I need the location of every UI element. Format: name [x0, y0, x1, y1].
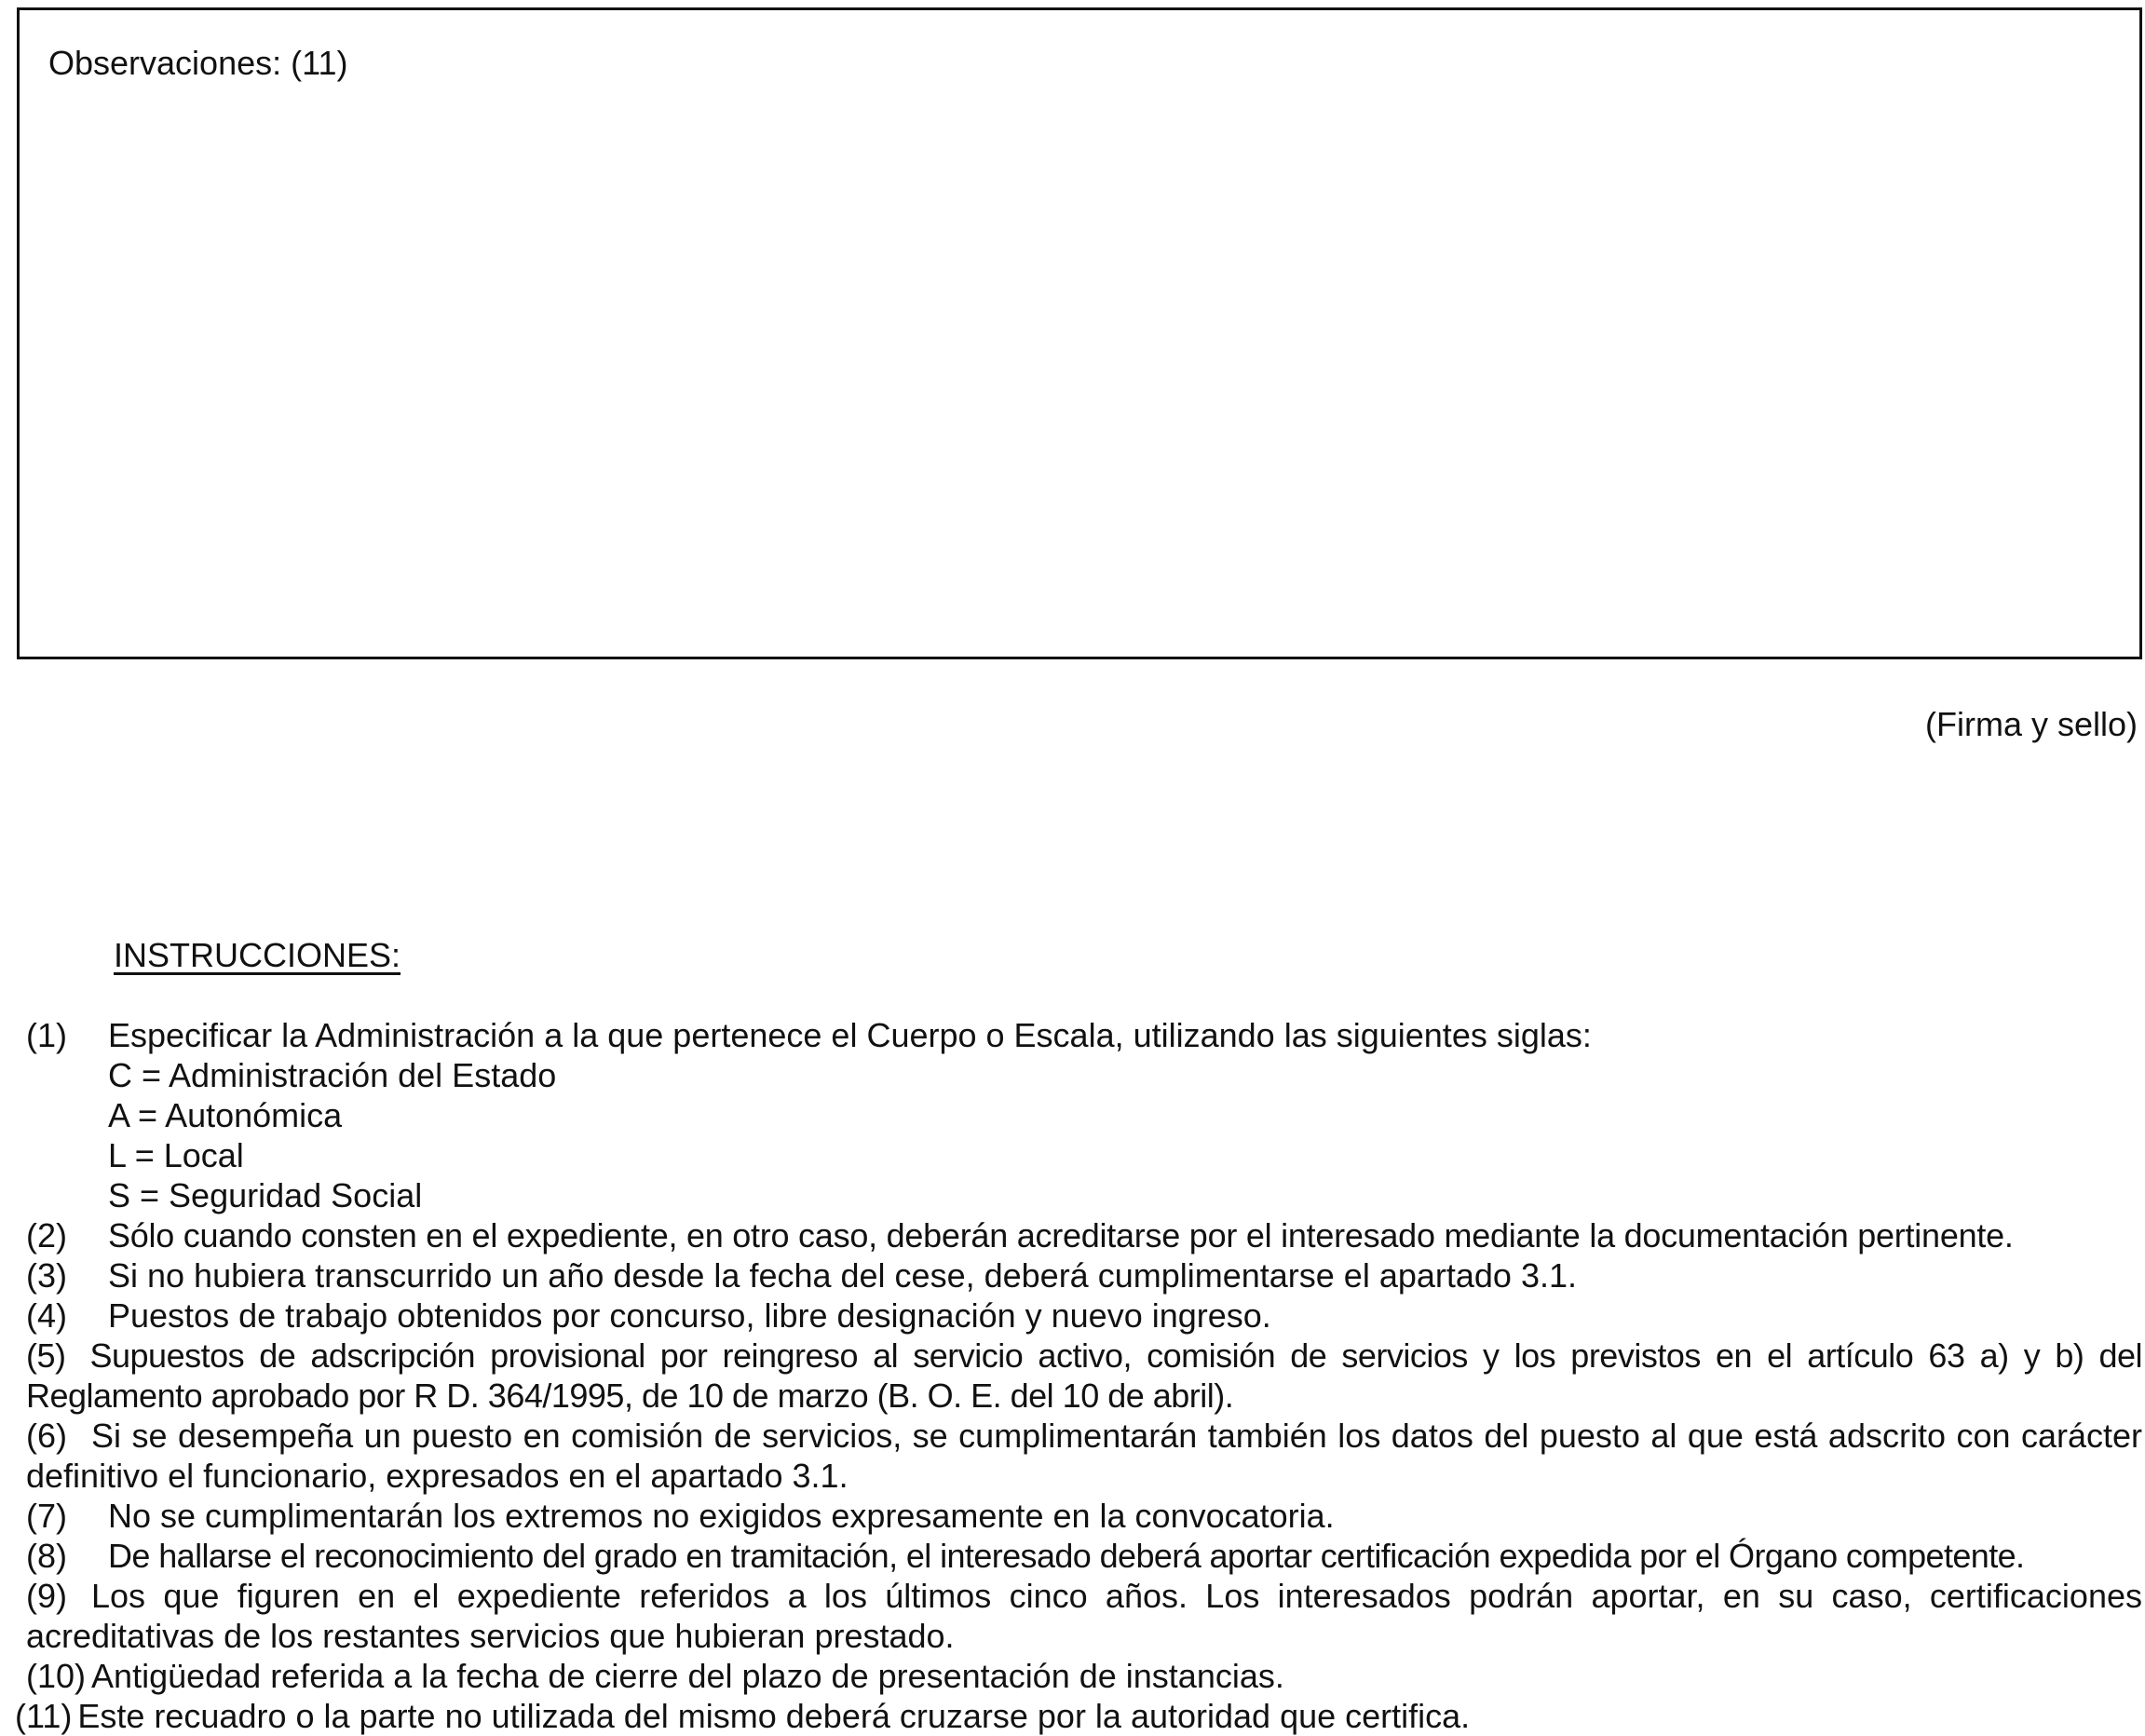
note-text: Si se desempeña un puesto en comisión de servicios, se cumplimentarán también los datos del puesto al que está adscrito con carácter definitivo el funcionario, expresados en el apartado 3.1. — [26, 1417, 2142, 1495]
note-number: (2) — [26, 1216, 67, 1255]
sigla-item: C = Administración del Estado — [108, 1056, 557, 1094]
note-text: Especificar la Administración a la que pertenece el Cuerpo o Escala, utilizando las siguientes siglas: — [108, 1016, 1592, 1054]
note-4 — [26, 1295, 2142, 1336]
note-6 — [0, 1416, 2142, 1496]
note-1 — [26, 1015, 2142, 1055]
note-11 — [15, 1696, 2142, 1736]
note-text: Antigüedad referida a la fecha de cierre del plazo de presentación de instancias. — [91, 1657, 1284, 1695]
note-number: (9) — [26, 1577, 67, 1615]
note-number: (11) — [15, 1697, 73, 1735]
note-number: (8) — [26, 1537, 67, 1575]
instrucciones-list — [15, 1015, 2142, 1736]
note-number: (1) — [26, 1016, 67, 1054]
note-number: (6) — [26, 1417, 67, 1455]
note-text: De hallarse el reconocimiento del grado en tramitación, el interesado deberá aportar certificación expedida por el Órgano competente. — [108, 1537, 2025, 1575]
note-8 — [26, 1536, 2142, 1576]
note-text: Puestos de trabajo obtenidos por concurso, libre designación y nuevo ingreso. — [108, 1296, 1271, 1335]
note-number: (3) — [26, 1256, 67, 1295]
note-9 — [0, 1576, 2142, 1656]
note-text: Este recuadro o la parte no utilizada del mismo deberá cruzarse por la autoridad que certifica. — [77, 1697, 1471, 1735]
note-2 — [26, 1215, 2142, 1255]
note-text: Supuestos de adscripción provisional por reingreso al servicio activo, comisión de servicios y los previstos en el artículo 63 a) y b) del Reglamento aprobado por R D. 364/1995, de 10 de marzo (B. O. E. del 10 de abril). — [26, 1336, 2142, 1415]
sigla-item: A = Autonómica — [108, 1096, 343, 1134]
note-text: No se cumplimentarán los extremos no exigidos expresamente en la convocatoria. — [108, 1497, 1335, 1535]
note-number: (10) — [26, 1657, 87, 1695]
note-7 — [26, 1496, 2142, 1536]
note-text: Sólo cuando consten en el expediente, en otro caso, deberán acreditarse por el interesado mediante la documentación pertinente. — [108, 1216, 2014, 1255]
note-number: (4) — [26, 1296, 67, 1335]
note-3 — [26, 1255, 2142, 1295]
note-10 — [26, 1656, 2142, 1696]
firma-y-sello-label: (Firma y sello) — [1924, 705, 2138, 743]
sigla-item: L = Local — [108, 1136, 244, 1174]
observaciones-box — [17, 7, 2142, 659]
instrucciones-title: INSTRUCCIONES: — [114, 936, 401, 974]
note-number: (7) — [26, 1497, 67, 1535]
note-number: (5) — [26, 1336, 66, 1375]
note-5 — [0, 1336, 2142, 1416]
observaciones-label: Observaciones: (11) — [48, 44, 348, 82]
note-text: Los que figuren en el expediente referidos a los últimos cinco años. Los interesados podrán aportar, en su caso, certificaciones acreditativas de los restantes servicios que hubieran prestado. — [26, 1577, 2142, 1655]
note-text: Si no hubiera transcurrido un año desde la fecha del cese, deberá cumplimentarse el apartado 3.1. — [108, 1256, 1577, 1295]
sigla-item: S = Seguridad Social — [108, 1176, 423, 1214]
